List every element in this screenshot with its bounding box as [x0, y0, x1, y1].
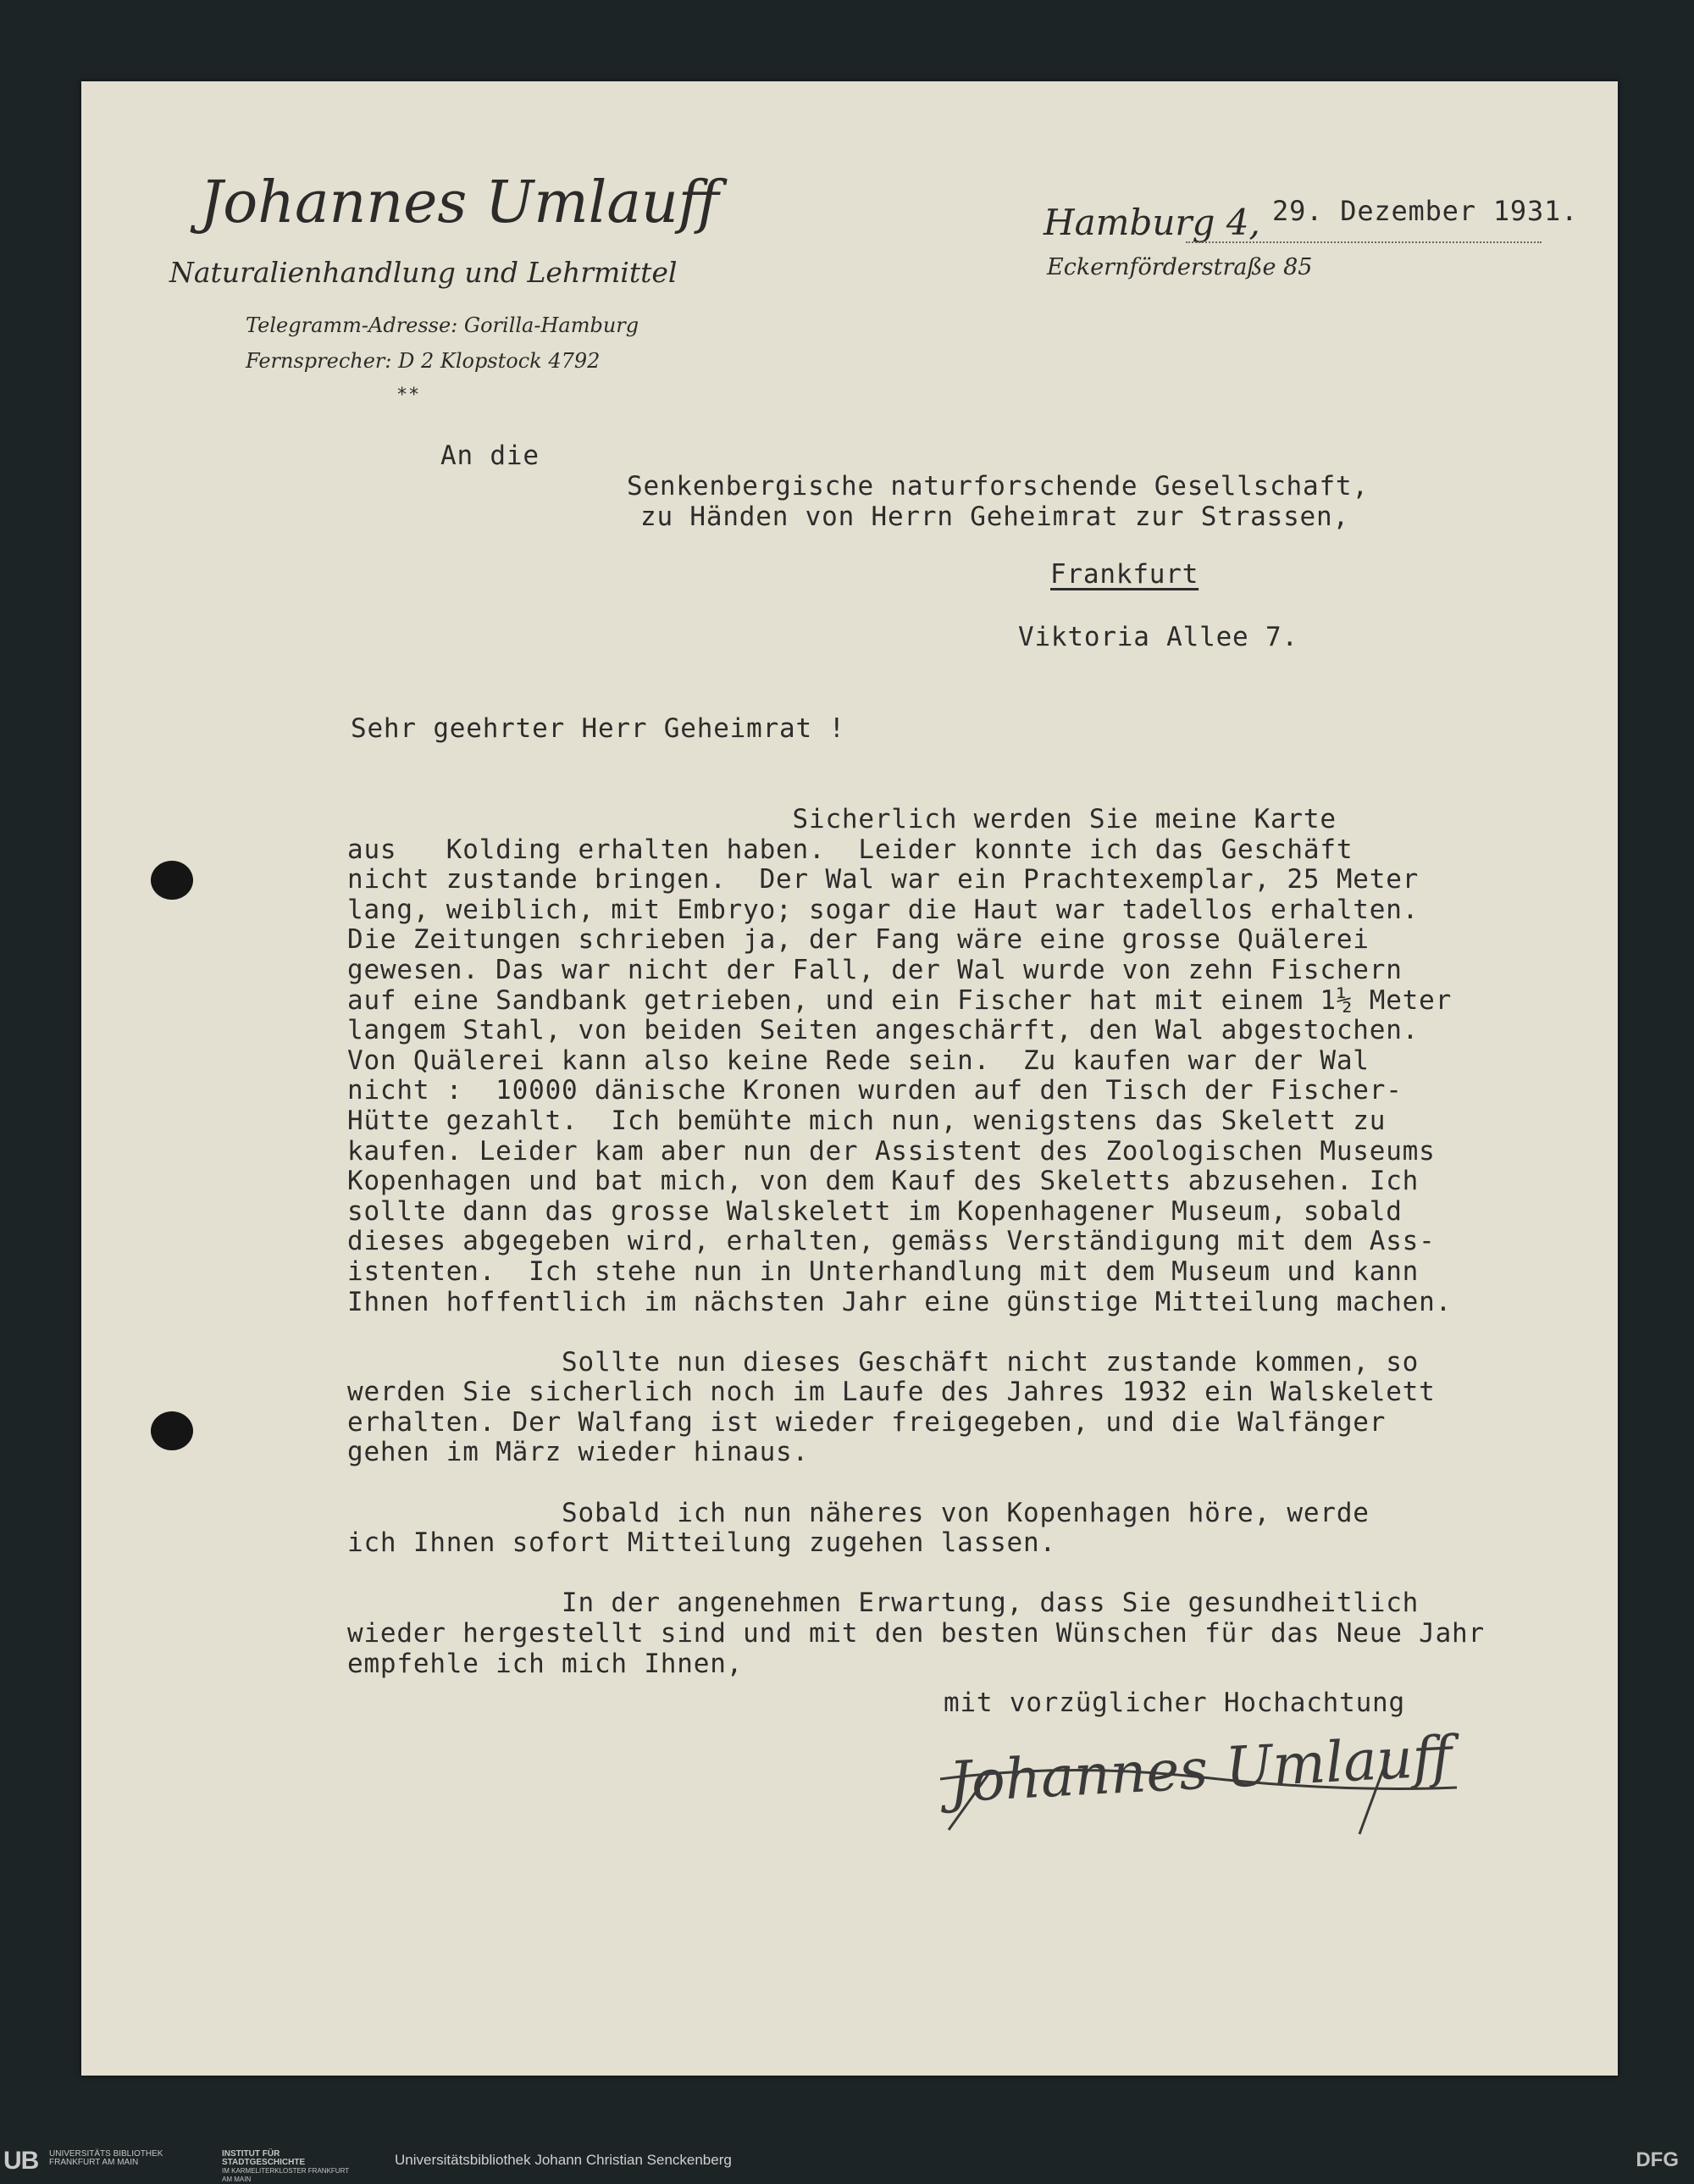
body-line: gewesen. Das war nicht der Fall, der Wal wurde von zehn Fischern — [347, 954, 1403, 985]
letter-body — [347, 805, 1601, 1679]
telegram-address: Telegramm-Adresse: Gorilla-Hamburg — [246, 313, 639, 337]
body-line: In der angenehmen Erwartung, dass Sie gesundheitlich — [347, 1588, 1420, 1619]
letter-date: 29. Dezember 1931. — [1272, 195, 1579, 227]
body-line: Kopenhagen und bat mich, von dem Kauf des Skeletts abzusehen. Ich — [347, 1166, 1420, 1197]
closing-phrase: mit vorzüglicher Hochachtung — [944, 1688, 1405, 1718]
greeting: Sehr geehrter Herr Geheimrat ! — [351, 713, 845, 744]
isg-logo-title: INSTITUT FÜR STADTGESCHICHTE — [222, 2149, 306, 2167]
body-line: Sicherlich werden Sie meine Karte — [347, 804, 1337, 834]
recipient-street: Viktoria Allee 7. — [1018, 622, 1298, 652]
body-line: auf eine Sandbank getrieben, und ein Fischer hat mit einem 1½ Meter — [347, 984, 1453, 1016]
body-line: Ihnen hoffentlich im nächsten Jahr eine günstige Mitteilung machen. — [347, 1286, 1453, 1317]
ub-logo — [3, 2147, 38, 2176]
body-line: lang, weiblich, mit Embryo; sogar die Haut war tadellos erhalten. — [347, 894, 1420, 925]
date-dotted-line — [1186, 241, 1542, 243]
body-line: Sollte nun dieses Geschäft nicht zustande kommen, so — [347, 1346, 1420, 1377]
street-address: Eckernförderstraße 85 — [1047, 254, 1313, 280]
signature: Johannes Umlauff — [947, 1723, 1454, 1815]
body-line: Sobald ich nun näheres von Kopenhagen höre, werde — [347, 1497, 1370, 1528]
letterhead-stars: ** — [396, 385, 421, 406]
recipient-prefix: An die — [440, 441, 540, 471]
body-line: istenten. Ich stehe nun in Unterhandlung mit dem Museum und kann — [347, 1256, 1420, 1287]
body-line: nicht zustande bringen. Der Wal war ein Prachtexemplar, 25 Meter — [347, 864, 1420, 895]
dfg-logo: DFG — [1636, 2148, 1679, 2171]
archive-footer — [0, 2145, 1694, 2181]
body-line: langem Stahl, von beiden Seiten angeschärft, den Wal abgestochen. — [347, 1015, 1420, 1046]
body-line — [347, 1468, 1601, 1499]
signature-flourish — [932, 1745, 1474, 1838]
body-line: kaufen. Leider kam aber nun der Assistent des Zoologischen Museums — [347, 1135, 1436, 1167]
body-line — [347, 1559, 1601, 1589]
body-line: Hütte gezahlt. Ich bemühte mich nun, wenigstens das Skelett zu — [347, 1105, 1387, 1136]
footer-credit: Universitätsbibliothek Johann Christian Senckenberg — [395, 2152, 732, 2168]
ub-logo-text: UNIVERSITÄTS BIBLIOTHEK FRANKFURT AM MAIN — [49, 2149, 163, 2167]
body-line: erhalten. Der Walfang ist wieder freigegeben, und die Walfänger — [347, 1406, 1387, 1438]
body-line: nicht : 10000 dänische Kronen wurden auf den Tisch der Fischer- — [347, 1075, 1403, 1106]
company-name: Johannes Umlauff — [200, 169, 719, 236]
body-line: ich Ihnen sofort Mitteilung zugehen lassen. — [347, 1527, 1056, 1559]
punch-hole-bottom — [151, 1411, 193, 1450]
body-line: gehen im März wieder hinaus. — [347, 1437, 809, 1468]
recipient-line-2: zu Händen von Herrn Geheimrat zur Strassen, — [640, 502, 1349, 532]
isg-logo-sub: IM KARMELITERKLOSTER FRANKFURT AM MAIN — [222, 2167, 349, 2183]
recipient-city: Frankfurt — [1050, 559, 1199, 590]
body-line: sollte dann das grosse Walskelett im Kopenhagener Museum, sobald — [347, 1195, 1403, 1227]
body-line: dieses abgegeben wird, erhalten, gemäss Verständigung mit dem Ass- — [347, 1226, 1436, 1257]
body-line: empfehle ich mich Ihnen, — [347, 1648, 744, 1679]
city-line: Hamburg 4, — [1044, 202, 1260, 243]
company-subtitle: Naturalienhandlung und Lehrmittel — [169, 256, 678, 289]
ub-logo-mark: UB — [3, 2147, 39, 2175]
body-line: wieder hergestellt sind und mit den besten Wünschen für das Neue Jahr — [347, 1618, 1485, 1649]
body-line — [347, 1317, 1601, 1348]
body-line: Von Quälerei kann also keine Rede sein. Zu kaufen war der Wal — [347, 1045, 1370, 1076]
punch-hole-top — [151, 861, 193, 900]
body-line: werden Sie sicherlich noch im Laufe des Jahres 1932 ein Walskelett — [347, 1377, 1436, 1408]
body-line: Die Zeitungen schrieben ja, der Fang wäre eine grosse Quälerei — [347, 924, 1370, 956]
phone-number: Fernsprecher: D 2 Klopstock 4792 — [246, 349, 601, 373]
recipient-line-1: Senkenbergische naturforschende Gesellschaft, — [627, 471, 1369, 502]
body-line: aus Kolding erhalten haben. Leider konnte ich das Geschäft — [347, 834, 1354, 865]
